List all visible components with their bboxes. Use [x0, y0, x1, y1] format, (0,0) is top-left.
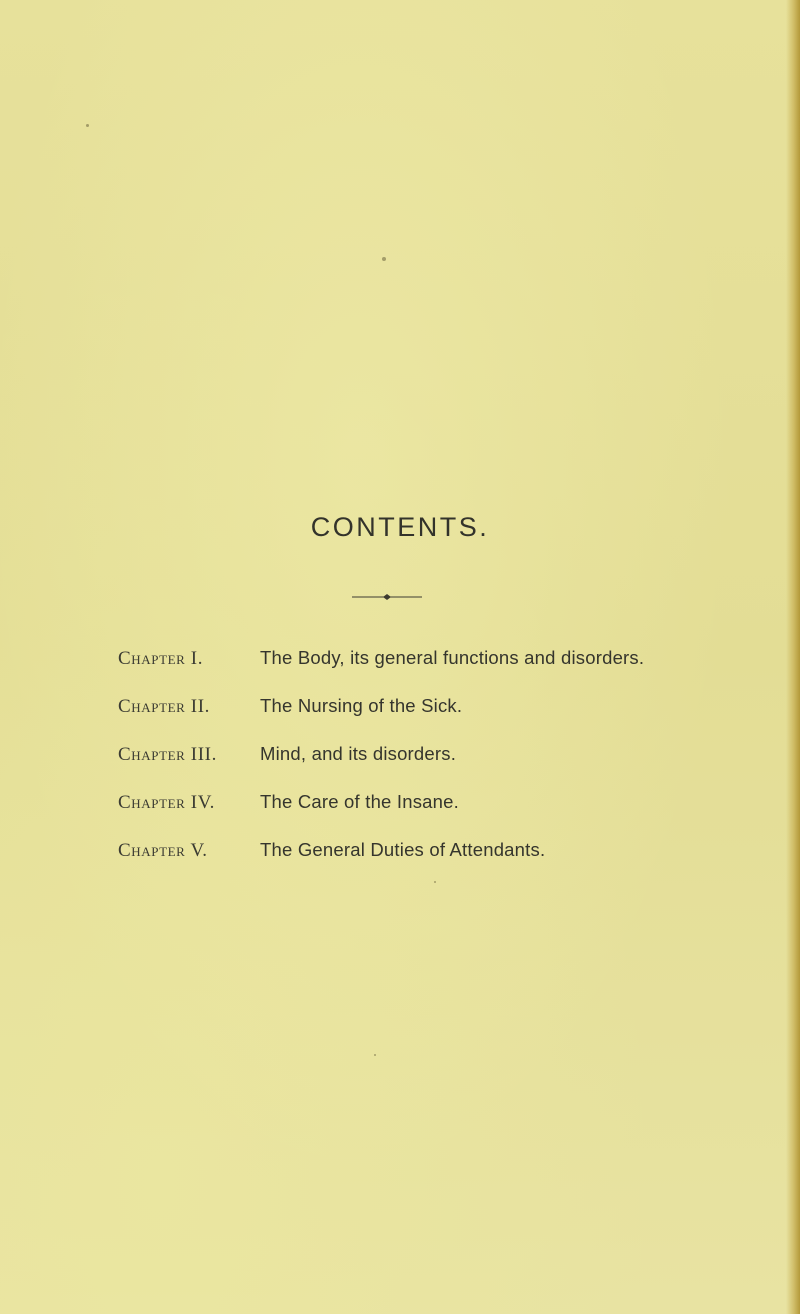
chapter-label: Chapter II. [118, 696, 210, 717]
paper-speck [374, 1054, 376, 1056]
table-of-contents [118, 644, 738, 884]
chapter-title: Mind, and its disorders. [260, 743, 457, 764]
chapter-label: Chapter V. [118, 840, 208, 861]
chapter-title: The Body, its general functions and disorders. [260, 647, 645, 668]
chapter-label: Chapter I. [118, 648, 204, 669]
toc-entry [118, 836, 738, 884]
toc-entry [118, 644, 738, 692]
toc-entry [118, 692, 738, 740]
chapter-title: The Nursing of the Sick. [260, 695, 463, 716]
toc-entry [118, 740, 738, 788]
toc-entry [118, 788, 738, 836]
chapter-title: The General Duties of Attendants. [260, 839, 546, 860]
page-title: CONTENTS. [310, 512, 490, 542]
chapter-label: Chapter III. [118, 744, 217, 765]
paper-speck [382, 257, 386, 261]
chapter-title: The Care of the Insane. [260, 791, 459, 812]
paper-speck [86, 124, 89, 127]
chapter-label: Chapter IV. [118, 792, 215, 813]
page-edge-shadow [786, 0, 800, 1314]
diamond-rule-ornament-icon [350, 592, 424, 602]
